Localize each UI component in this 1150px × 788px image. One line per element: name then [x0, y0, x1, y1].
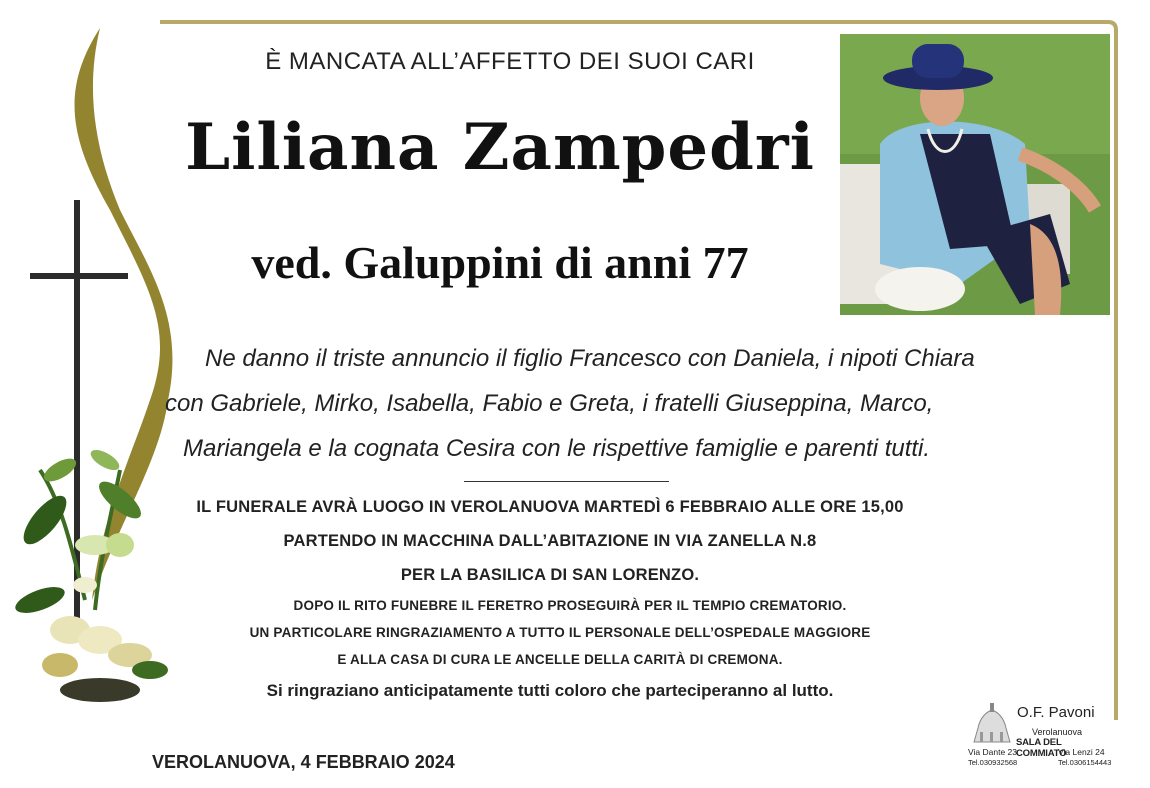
agency-phone-1: Tel.030932568	[968, 758, 1018, 767]
agency-address-2: Via Lenzi 24	[1058, 747, 1105, 757]
family-announcement	[165, 336, 1045, 471]
divider	[464, 481, 669, 482]
funeral-agency	[962, 700, 1112, 780]
family-line-2: con Gabriele, Mirko, Isabella, Fabio e Greta, i fratelli Giuseppina, Marco,	[165, 390, 934, 417]
agency-phone-2: Tel.0306154443	[1058, 758, 1112, 767]
family-line-1: Ne danno il triste annuncio il figlio Francesco con Daniela, i nipoti Chiara	[205, 345, 975, 372]
portrait-photo	[840, 34, 1110, 315]
funeral-line-1: IL FUNERALE AVRÀ LUOGO IN VEROLANUOVA MARTEDÌ 6 FEBBRAIO ALLE ORE 15,00	[196, 498, 904, 516]
portrait-photo-icon	[840, 34, 1110, 315]
agency-address-1: Via Dante 23	[968, 747, 1017, 757]
agency-name: O.F. Pavoni	[1017, 704, 1095, 721]
agency-logo-icon	[970, 702, 1014, 746]
funeral-line-3: PER LA BASILICA DI SAN LORENZO.	[400, 566, 700, 584]
funeral-line-2: PARTENDO IN MACCHINA DALL’ABITAZIONE IN VIA ZANELLA N.8	[283, 532, 817, 550]
cross-horizontal	[30, 273, 128, 279]
agency-hall: SALA DEL COMMIATO	[1016, 737, 1067, 759]
place-date: VEROLANUOVA, 4 FEBBRAIO 2024	[152, 752, 455, 772]
deceased-subtitle: ved. Galuppini di anni 77	[251, 237, 749, 288]
deceased-name: Liliana Zampedri	[185, 110, 815, 185]
funeral-line-5: UN PARTICOLARE RINGRAZIAMENTO A TUTTO IL PERSONALE DELL’OSPEDALE MAGGIORE	[249, 625, 871, 640]
family-line-3: Mariangela e la cognata Cesira con le rispettive famiglie e parenti tutti.	[183, 435, 931, 462]
thanks-line: Si ringraziano anticipatamente tutti coloro che parteciperanno al lutto.	[266, 681, 834, 700]
funeral-line-4: DOPO IL RITO FUNEBRE IL FERETRO PROSEGUIRÀ PER IL TEMPIO CREMATORIO.	[293, 598, 847, 613]
announcement-heading: È MANCATA ALL’AFFETTO DEI SUOI CARI	[265, 48, 755, 75]
agency-city: Verolanuova	[1032, 727, 1083, 737]
funeral-line-6: E ALLA CASA DI CURA LE ANCELLE DELLA CARITÀ DI CREMONA.	[337, 652, 783, 667]
